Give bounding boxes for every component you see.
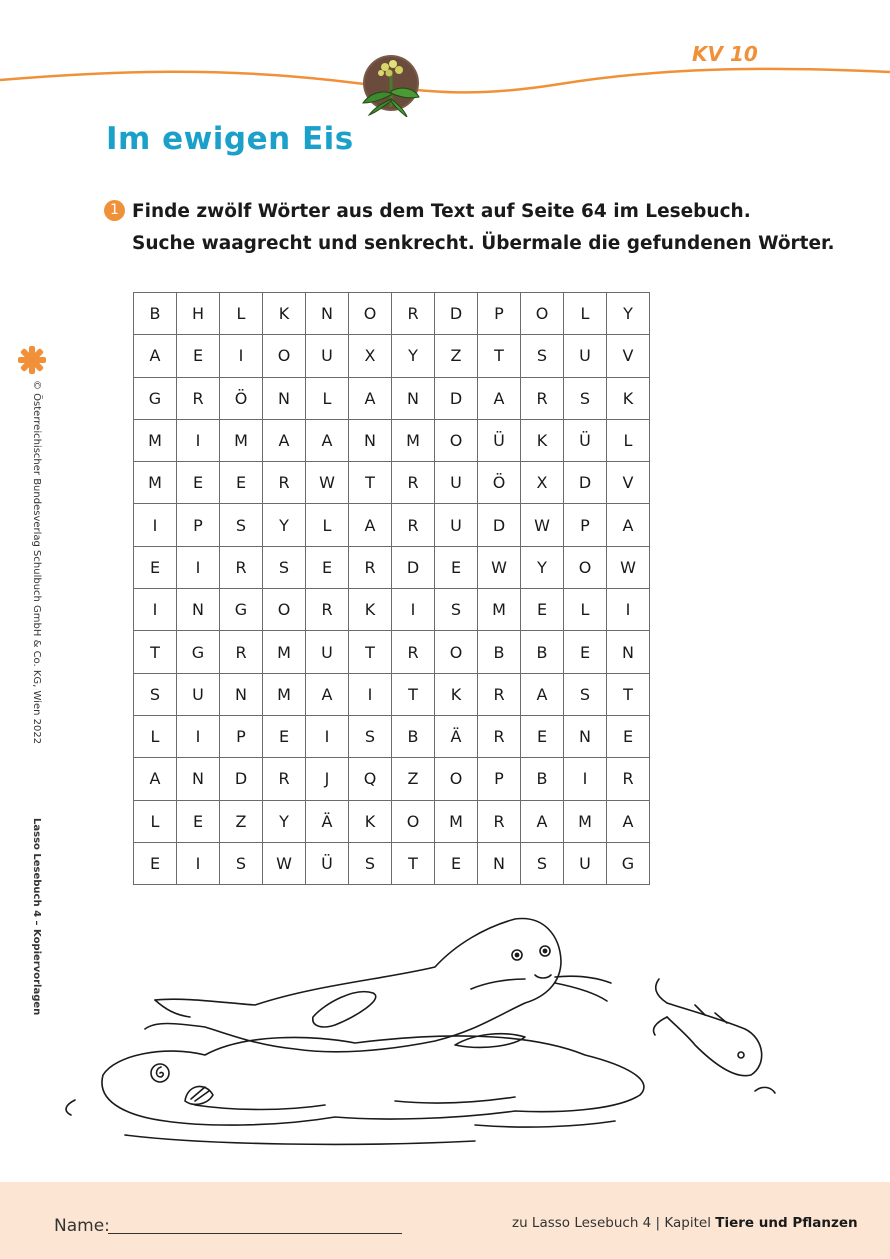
- name-label: Name:: [54, 1216, 110, 1236]
- grid-cell[interactable]: I: [177, 546, 220, 588]
- grid-cell[interactable]: R: [392, 631, 435, 673]
- grid-cell[interactable]: M: [134, 419, 177, 461]
- grid-cell[interactable]: O: [392, 800, 435, 842]
- grid-cell[interactable]: M: [564, 800, 607, 842]
- grid-row: [134, 546, 650, 588]
- grid-row: [134, 758, 650, 800]
- grid-cell[interactable]: R: [220, 546, 263, 588]
- grid-cell[interactable]: N: [392, 377, 435, 419]
- grid-cell[interactable]: L: [220, 293, 263, 335]
- grid-row: [134, 377, 650, 419]
- grid-row: [134, 293, 650, 335]
- grid-cell[interactable]: M: [392, 419, 435, 461]
- grid-cell[interactable]: R: [392, 504, 435, 546]
- grid-cell[interactable]: X: [521, 462, 564, 504]
- grid-cell[interactable]: T: [607, 673, 650, 715]
- grid-cell[interactable]: Z: [435, 335, 478, 377]
- grid-cell[interactable]: Ü: [478, 419, 521, 461]
- grid-cell[interactable]: O: [521, 293, 564, 335]
- grid-cell[interactable]: O: [435, 758, 478, 800]
- grid-cell[interactable]: K: [349, 800, 392, 842]
- grid-cell[interactable]: M: [220, 419, 263, 461]
- grid-cell[interactable]: O: [263, 335, 306, 377]
- grid-cell[interactable]: S: [263, 546, 306, 588]
- grid-cell[interactable]: A: [607, 504, 650, 546]
- grid-cell[interactable]: I: [134, 589, 177, 631]
- grid-cell[interactable]: O: [435, 631, 478, 673]
- grid-cell[interactable]: R: [177, 377, 220, 419]
- grid-cell[interactable]: Ä: [306, 800, 349, 842]
- seal-on-ice-illustration: [55, 905, 795, 1155]
- grid-cell[interactable]: W: [521, 504, 564, 546]
- grid-cell[interactable]: N: [263, 377, 306, 419]
- grid-cell[interactable]: A: [306, 673, 349, 715]
- grid-cell[interactable]: O: [435, 419, 478, 461]
- grid-cell[interactable]: I: [134, 504, 177, 546]
- grid-cell[interactable]: W: [263, 842, 306, 884]
- grid-cell[interactable]: W: [306, 462, 349, 504]
- grid-cell[interactable]: P: [177, 504, 220, 546]
- grid-cell[interactable]: K: [349, 589, 392, 631]
- grid-cell[interactable]: R: [263, 758, 306, 800]
- grid-cell[interactable]: A: [478, 377, 521, 419]
- grid-cell[interactable]: E: [564, 631, 607, 673]
- grid-cell[interactable]: I: [607, 589, 650, 631]
- grid-cell[interactable]: S: [220, 842, 263, 884]
- grid-cell[interactable]: L: [564, 293, 607, 335]
- grid-cell[interactable]: A: [521, 673, 564, 715]
- grid-cell[interactable]: B: [521, 758, 564, 800]
- grid-cell[interactable]: Ö: [220, 377, 263, 419]
- grid-cell[interactable]: Ö: [478, 462, 521, 504]
- grid-cell[interactable]: B: [521, 631, 564, 673]
- grid-cell[interactable]: M: [134, 462, 177, 504]
- grid-cell[interactable]: W: [478, 546, 521, 588]
- grid-cell[interactable]: P: [564, 504, 607, 546]
- grid-cell[interactable]: N: [564, 715, 607, 757]
- book-reference: [512, 1215, 858, 1231]
- grid-cell[interactable]: U: [306, 335, 349, 377]
- grid-cell[interactable]: A: [349, 504, 392, 546]
- grid-cell[interactable]: B: [478, 631, 521, 673]
- grid-cell[interactable]: E: [607, 715, 650, 757]
- grid-cell[interactable]: M: [263, 673, 306, 715]
- grid-cell[interactable]: Ü: [306, 842, 349, 884]
- grid-cell[interactable]: S: [349, 715, 392, 757]
- grid-cell[interactable]: S: [521, 842, 564, 884]
- book-reference-prefix: zu Lasso Lesebuch 4 | Kapitel: [512, 1215, 716, 1231]
- grid-cell[interactable]: K: [607, 377, 650, 419]
- grid-cell[interactable]: A: [134, 758, 177, 800]
- grid-cell[interactable]: R: [607, 758, 650, 800]
- grid-cell[interactable]: N: [306, 293, 349, 335]
- grid-cell[interactable]: S: [435, 589, 478, 631]
- grid-cell[interactable]: K: [263, 293, 306, 335]
- grid-cell[interactable]: Y: [521, 546, 564, 588]
- grid-row: [134, 715, 650, 757]
- grid-cell[interactable]: Z: [392, 758, 435, 800]
- grid-cell[interactable]: Y: [263, 504, 306, 546]
- grid-cell[interactable]: X: [349, 335, 392, 377]
- grid-cell[interactable]: L: [306, 504, 349, 546]
- grid-cell[interactable]: S: [564, 673, 607, 715]
- grid-cell[interactable]: R: [478, 673, 521, 715]
- grid-row: [134, 673, 650, 715]
- grid-cell[interactable]: L: [607, 419, 650, 461]
- grid-cell[interactable]: I: [177, 715, 220, 757]
- grid-cell[interactable]: Y: [607, 293, 650, 335]
- grid-cell[interactable]: R: [392, 462, 435, 504]
- grid-cell[interactable]: D: [478, 504, 521, 546]
- grid-cell[interactable]: A: [607, 800, 650, 842]
- grid-cell[interactable]: I: [392, 589, 435, 631]
- grid-cell[interactable]: S: [349, 842, 392, 884]
- name-input-line[interactable]: [108, 1233, 402, 1234]
- grid-cell[interactable]: E: [177, 462, 220, 504]
- grid-cell[interactable]: R: [220, 631, 263, 673]
- grid-cell[interactable]: A: [349, 377, 392, 419]
- grid-cell[interactable]: N: [478, 842, 521, 884]
- grid-cell[interactable]: S: [220, 504, 263, 546]
- grid-cell[interactable]: D: [435, 377, 478, 419]
- task-number-badge: 1: [104, 200, 125, 221]
- grid-cell[interactable]: U: [564, 842, 607, 884]
- grid-cell[interactable]: Ü: [564, 419, 607, 461]
- grid-cell[interactable]: G: [220, 589, 263, 631]
- grid-cell[interactable]: P: [478, 293, 521, 335]
- grid-row: [134, 504, 650, 546]
- grid-cell[interactable]: L: [306, 377, 349, 419]
- grid-cell[interactable]: M: [478, 589, 521, 631]
- grid-cell[interactable]: E: [134, 842, 177, 884]
- grid-cell[interactable]: R: [392, 293, 435, 335]
- grid-cell[interactable]: G: [134, 377, 177, 419]
- grid-cell[interactable]: E: [177, 800, 220, 842]
- grid-cell[interactable]: I: [349, 673, 392, 715]
- grid-cell[interactable]: R: [263, 462, 306, 504]
- grid-cell[interactable]: B: [134, 293, 177, 335]
- grid-cell[interactable]: H: [177, 293, 220, 335]
- grid-cell[interactable]: T: [134, 631, 177, 673]
- grid-cell[interactable]: G: [177, 631, 220, 673]
- grid-cell[interactable]: D: [435, 293, 478, 335]
- grid-cell[interactable]: E: [521, 589, 564, 631]
- grid-cell[interactable]: A: [521, 800, 564, 842]
- grid-row: [134, 419, 650, 461]
- grid-cell[interactable]: U: [564, 335, 607, 377]
- grid-row: [134, 631, 650, 673]
- grid-cell[interactable]: O: [263, 589, 306, 631]
- kv-label: KV 10: [692, 42, 758, 66]
- grid-row: [134, 462, 650, 504]
- grid-cell[interactable]: K: [435, 673, 478, 715]
- grid-cell[interactable]: J: [306, 758, 349, 800]
- grid-cell[interactable]: P: [220, 715, 263, 757]
- grid-cell[interactable]: N: [177, 758, 220, 800]
- grid-cell[interactable]: P: [478, 758, 521, 800]
- grid-cell[interactable]: N: [177, 589, 220, 631]
- grid-cell[interactable]: T: [478, 335, 521, 377]
- grid-cell[interactable]: L: [134, 800, 177, 842]
- grid-cell[interactable]: D: [392, 546, 435, 588]
- grid-cell[interactable]: E: [435, 546, 478, 588]
- grid-cell[interactable]: M: [263, 631, 306, 673]
- grid-cell[interactable]: W: [607, 546, 650, 588]
- grid-cell[interactable]: N: [349, 419, 392, 461]
- grid-cell[interactable]: R: [478, 715, 521, 757]
- task-line-2: Suche waagrecht und senkrecht. Übermale die gefundenen Wörter.: [132, 233, 835, 254]
- grid-cell[interactable]: Q: [349, 758, 392, 800]
- grid-row: [134, 335, 650, 377]
- grid-cell[interactable]: G: [607, 842, 650, 884]
- grid-cell[interactable]: U: [177, 673, 220, 715]
- chapter-name: Tiere und Pflanzen: [715, 1215, 858, 1231]
- grid-cell[interactable]: E: [177, 335, 220, 377]
- grid-cell[interactable]: V: [607, 462, 650, 504]
- grid-cell[interactable]: E: [263, 715, 306, 757]
- plant-badge-icon: [357, 53, 423, 117]
- grid-cell[interactable]: V: [607, 335, 650, 377]
- grid-cell[interactable]: S: [521, 335, 564, 377]
- task-line-1: Finde zwölf Wörter aus dem Text auf Seite 64 im Lesebuch.: [132, 201, 751, 222]
- grid-cell[interactable]: S: [564, 377, 607, 419]
- grid-cell[interactable]: R: [349, 546, 392, 588]
- grid-cell[interactable]: R: [306, 589, 349, 631]
- grid-cell[interactable]: T: [392, 673, 435, 715]
- grid-cell[interactable]: S: [134, 673, 177, 715]
- grid-cell[interactable]: T: [349, 631, 392, 673]
- grid-cell[interactable]: O: [564, 546, 607, 588]
- grid-cell[interactable]: I: [306, 715, 349, 757]
- grid-row: [134, 842, 650, 884]
- grid-cell[interactable]: I: [220, 335, 263, 377]
- grid-row: [134, 589, 650, 631]
- grid-cell[interactable]: N: [220, 673, 263, 715]
- grid-cell[interactable]: I: [564, 758, 607, 800]
- grid-cell[interactable]: A: [263, 419, 306, 461]
- grid-cell[interactable]: K: [521, 419, 564, 461]
- grid-cell[interactable]: L: [134, 715, 177, 757]
- grid-cell[interactable]: D: [220, 758, 263, 800]
- grid-cell[interactable]: O: [349, 293, 392, 335]
- grid-cell[interactable]: B: [392, 715, 435, 757]
- grid-cell[interactable]: I: [177, 419, 220, 461]
- grid-cell[interactable]: Z: [220, 800, 263, 842]
- grid-cell[interactable]: E: [220, 462, 263, 504]
- grid-cell[interactable]: D: [564, 462, 607, 504]
- grid-cell[interactable]: R: [521, 377, 564, 419]
- task-text: [132, 196, 835, 260]
- grid-cell[interactable]: U: [306, 631, 349, 673]
- grid-cell[interactable]: E: [521, 715, 564, 757]
- grid-cell[interactable]: N: [607, 631, 650, 673]
- book-note: Lasso Lesebuch 4 – Kopiervorlagen: [31, 818, 42, 1016]
- grid-cell[interactable]: Y: [263, 800, 306, 842]
- publisher-logo-icon: [17, 345, 47, 375]
- grid-row: [134, 800, 650, 842]
- grid-cell[interactable]: E: [134, 546, 177, 588]
- grid-cell[interactable]: U: [435, 462, 478, 504]
- grid-cell[interactable]: M: [435, 800, 478, 842]
- grid-cell[interactable]: A: [306, 419, 349, 461]
- grid-cell[interactable]: R: [478, 800, 521, 842]
- grid-cell[interactable]: Y: [392, 335, 435, 377]
- grid-cell[interactable]: A: [134, 335, 177, 377]
- grid-cell[interactable]: L: [564, 589, 607, 631]
- grid-cell[interactable]: Ä: [435, 715, 478, 757]
- grid-cell[interactable]: T: [392, 842, 435, 884]
- grid-cell[interactable]: E: [435, 842, 478, 884]
- page-title: Im ewigen Eis: [106, 121, 354, 157]
- word-search-grid: [133, 292, 650, 885]
- grid-cell[interactable]: E: [306, 546, 349, 588]
- grid-cell[interactable]: T: [349, 462, 392, 504]
- grid-cell[interactable]: U: [435, 504, 478, 546]
- grid-cell[interactable]: I: [177, 842, 220, 884]
- copyright-note: © Österreichischer Bundesverlag Schulbuch GmbH & Co. KG, Wien 2022: [31, 380, 42, 745]
